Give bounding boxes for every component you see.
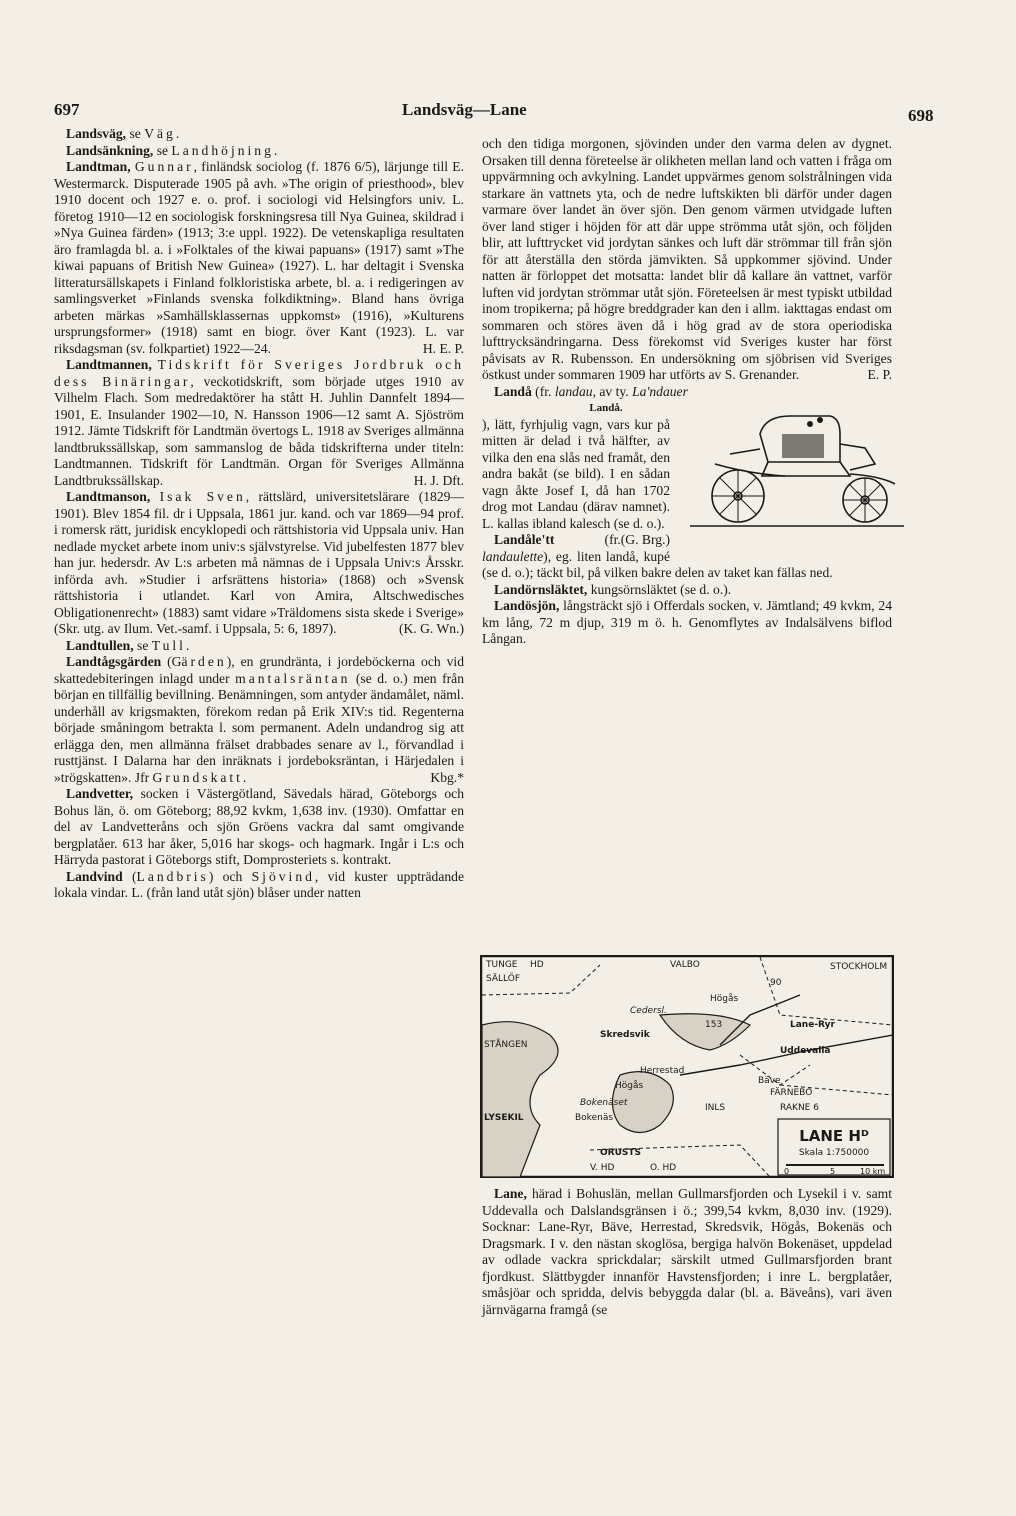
entry-landvind-continued: och den tidiga morgonen, sjövinden under den varma delen av dygnet. Orsaken till denna företeelse är olikheten mellan land och vatten i fråga om uppvärmning och avkylning. Landet uppvärmes genom solstrålningen vida starkare än vattnets yta, och de nedre luftskikten bli därför under dagen varmare över landet än över sjön. Den genom värmen utvidgade luften över land stiger i höjden för att där uppe strömma utåt sjön, och följden blir, att lufttrycket vid jordytan sänkes och luft där strömmar till från sjön för att återställa den störda jämvikten. Så uppkommer sjövind. Under natten är förloppet det motsatta: landet blir då kallare än vattnet, varför luften vid jordytan strömmar utåt sjön. Företeelsen är mest typiskt utbildad inom tropikerna; på högre breddgrader kan den i allm. iakttagas endast om sommaren och störes även då i hög grad av de stora operiodiska lufttrycksändringarna. Dess förekomst vid Sveriges kuster har först påvisats av R. Rubensson. En undersökning om sjöbrisen vid Sveriges östkust under sommaren 1909 har utförts av S. Grenander. E. P.	[482, 136, 892, 382]
map-label: RAKNE 6	[780, 1103, 819, 1113]
map-title: LANE Hᴰ	[799, 1127, 869, 1145]
right-column: och den tidiga morgonen, sjövinden under den varma delen av dygnet. Orsaken till denna företeelse är olikheten mellan land och vatten i fråga om uppvärmning och avkylning. Landet uppvärmes genom solstrålningen vida starkare än vattnets yta, och de nedre luftskikten bli därför under dagen varmare över landet än över sjön. Den genom värmen utvidgade luften över land stiger i höjden för att där uppe strömma utåt sjön, och följden blir, att lufttrycket vid jordytan sänkes och luft där strömmar till från sjön för att återställa den störda jämvikten. Så uppkommer sjövind. Under natten är förloppet det motsatta: landet blir då kallare än vattnet, varför luften vid jordytan strömmar utåt sjön. Företeelsen är mest typiskt utbildad inom tropikerna; på högre breddgrader kan den i allm. iakttagas endast om sommaren och störes även då i hög grad av de stora operiodiska lufttrycksändringarna. Dess förekomst vid Sveriges kuster har först påvisats av R. Rubensson. En undersökning om sjöbrisen vid Sveriges östkust under sommaren 1909 har utförts av S. Grenander. E. P. Landå (fr. landau, av ty. La'ndauer Landå. ), lätt, fyrhjulig vagn, vars kur på mitten är delad i två hälfter, av vilka den ena slås ned framåt, den andra bakåt (se bild). I en sådan vagn åkte Josef I, då han 1702 drog mot Landau (därav namnet). L. kallas ibland kalesch (se d. o.). (G. Brg.) Landåle'tt (fr. landaulette), eg. liten landå, kupé (se d. o.); täckt bil, på vilken bakre delen av taket kan fällas ned. Landörnsläktet, kungsörnsläktet (se d. o.). Landösjön, långsträckt sjö i Offerdals socken, v. Jämtland; 49 kvkm, 24 km lång, 72 m djup, 319 m ö. h. Genomflytes av Indalsälvens biflod Långan.	[482, 136, 892, 648]
map-label: Herrestad	[640, 1066, 685, 1076]
map-label: ORUSTS	[600, 1148, 641, 1158]
left-column	[54, 126, 464, 902]
map-label: Skredsvik	[600, 1030, 650, 1040]
map-label: TUNGE	[486, 960, 518, 970]
map-label: Bokenäset	[580, 1098, 628, 1108]
entry-landalette: Landåle'tt (fr. landaulette), eg. liten landå, kupé (se d. o.); täckt bil, på vilken bakre delen av taket kan fällas ned.	[482, 532, 833, 580]
map-label: 90	[770, 978, 782, 988]
entry-landtagsgarden: Landtågsgärden (Gärden), en grundränta, i jordeböckerna och vid skattedebiteringen inlagd under mantalsräntan (se d. o.) men från början en tillfällig bevillning. Benämningen, som antyder ändamålet, näml. underhåll av krigsmakten, förekom redan på Erik XIV:s tid. Regenterna började småningom betrakta l. som permanent. Adeln undandrog sig att erlägga den, men allmänna frälset drabbades senare av l., förvandlad i rusttjänst. I Dalarna har den inräknats i jordeboksräntan, i Härjedalen i »trögskatten». Jfr Grundskatt. Kbg.*	[54, 654, 464, 785]
map-scale-tick: 5	[830, 1167, 836, 1176]
map-label: STOCKHOLM	[830, 962, 888, 972]
map-label: Bäve	[758, 1076, 781, 1086]
entry-landtmannen: Landtmannen, Tidskrift för Sveriges Jordbruk och dess Binäringar, veckotidskrift, som började utges 1910 av Vilhelm Flach. Som medredaktörer ha stått H. Juhlin Dannfelt 1894—1901, E. Insulander 1902—10, N. Hansson 1906—12 samt A. Sjöström 1912. Jämte Tidskrift för Landtmän övertogs L. 1918 av Sveriges allmänna landtbrukssällskap, som sammanslog de båda tidskrifterna under titeln: Landtmannen. Tidskrift för Landtmän. Organ för Sveriges Allmänna Landtbrukssällskap. H. J. Dft.	[54, 357, 464, 488]
page-number-left: 697	[54, 100, 80, 119]
map-label: VALBO	[670, 960, 700, 970]
entry-landvind: Landvind (Landbris) och Sjövind, vid kuster uppträdande lokala vindar. L. (från land utåt sjön) blåser under natten	[54, 868, 464, 900]
map-label: Högås	[710, 994, 739, 1004]
map-label: STÅNGEN	[484, 1040, 528, 1050]
entry-landtullen: Landtullen, se Tull.	[66, 637, 190, 653]
signature: Kbg.*	[430, 769, 464, 785]
lane-district-map	[480, 955, 894, 1178]
signature: H. J. Dft.	[413, 472, 464, 488]
map-label: FÄRNEBO	[770, 1088, 813, 1098]
landau-carriage-illustration	[678, 404, 892, 554]
map-label: Cedersl.	[630, 1006, 667, 1016]
map-label: Lane-Ryr	[790, 1020, 835, 1030]
map-label: LYSEKIL	[484, 1113, 524, 1123]
entry-landvetter: Landvetter, socken i Västergötland, Sävedals härad, Göteborgs och Bohus län, ö. om Göteborg; 88,92 kvkm, 1,638 inv. (1930). Omfattar en del av Landvetteråns och sjön Gröens vackra dal samt omgivande bergplatåer. 613 har åker, 5,016 har skogs- och hagmark. Ingår i L:s och Härryda pastorat i Göteborgs stift, Domprosteriets s. kontrakt.	[54, 786, 464, 867]
map-label: V. HD	[590, 1163, 615, 1173]
entry-landornslaktet: Landörnsläktet, kungsörnsläktet (se d. o.).	[494, 581, 732, 597]
map-label: Uddevalla	[780, 1046, 831, 1056]
signature: (G. Brg.)	[620, 532, 670, 547]
right-column-lower	[482, 1186, 892, 1318]
entry-lane: Lane, härad i Bohuslän, mellan Gullmarsfjorden och Lysekil i v. samt Uddevalla och Dalslandsgränsen i ö.; 399,54 kvkm, 8,030 inv. (1929). Socknar: Lane-Ryr, Bäve, Herrestad, Skredsvik, Högås, Bokenäs och Dragsmark. I v. den nästan skoglösa, bergiga halvön Bokenäset, uppdelad av odlade vackra sprickdalar; särskilt utmed Gullmarsfjorden brant fjordkust. Slättbygder innanför Havstensfjorden; i inre L. bergplatåer, småsjöar och spridda, delvis bebyggda dalar (bl. a. Bäveåns), vari även järnvägarna framgå (se	[482, 1186, 892, 1317]
signature: H. E. P.	[422, 340, 464, 356]
signature: (K. G. Wn.)	[398, 621, 464, 636]
map-drawing	[480, 955, 894, 1178]
entry-landtmanson: Landtmanson, Isak Sven, rättslärd, universitetslärare (1829—1901). Blev 1854 fil. dr i Uppsala, 1861 jur. kand. och var 1869—94 prof. i romersk rätt, juridisk encyklopedi och rättshistoria vid Uppsala univ. Han nedlade mycket arbete inom univ:s självstyrelse. Vid jubelfesten 1877 blev han jur. hedersdr. Av L:s arbeten må nämnas de i Uppsala Univ:s Årsskr. införda avh. »Studier i arfsrättens historia» (1868) och »Svensk rättshistoria i utlandet. Karl von Amira, Altschwedisches Obligationenrecht» (1883) samt vidare »Träldomens sista skede i Sverige» (Skr. utg. av Ilum. Vet.-samf. i Uppsala, 5: 6, 1897). (K. G. Wn.)	[54, 489, 465, 636]
entry-landsvag: Landsväg, se Väg.	[66, 126, 180, 141]
map-label: O. HD	[650, 1163, 677, 1173]
map-label: HD	[530, 960, 544, 970]
map-label: SÄLLÖF	[486, 974, 521, 984]
figure-caption: Landå.	[589, 402, 623, 414]
page-number-right: 698	[908, 106, 934, 125]
map-scale-tick: 10 km	[860, 1167, 886, 1176]
entry-landtman: Landtman, Gunnar, finländsk sociolog (f. 1876 6/5), lärjunge till E. Westermarck. Disputerade 1905 på avh. »The origin of priesthood», blev 1910 docent och 1927 e. o. prof. i sociologi vid Helsingfors univ. L. företog 1910—12 en sociologisk forskningsresa till Nya Guinea, skildrad i »Nya Guinea färden» (1913; 3:e uppl. 1922). De vetenskapliga resultaten äro framlagda bl. a. i »Folktales of the kiwai papuans» (1917) samt »The kiwai papuans of British New Guinea» (1927). L. har deltagit i Svenska litteratursällskapets i Finland folkloristiska arbete, bl. a. i redigeringen av samlingsverket »Finlands svenska folkdiktning». Bland hans övriga arbeten märkas »Samhällsklassernas uppkomst» (1916), »Kulturens ursprungsformer» (1918) samt en biogr. över Kant (1923). L. var riksdagsman (sv. folkpartiet) 1922—24. H. E. P.	[54, 159, 464, 356]
entry-landsankning: Landsänkning, se Landhöjning.	[66, 142, 278, 158]
entry-landosjon: Landösjön, långsträckt sjö i Offerdals socken, v. Jämtland; 49 kvkm, 24 km lång, 72 m djup, 319 m ö. h. Genomflytes av Indalsälvens biflod Långan.	[482, 598, 892, 646]
entry-landa: Landå (fr. landau, av ty. La'ndauer	[482, 384, 892, 401]
map-label: Högås	[615, 1081, 644, 1091]
map-label: Bokenäs	[575, 1113, 614, 1123]
signature: E. P.	[867, 367, 892, 382]
map-label: INLS	[705, 1103, 726, 1113]
map-scale-tick: 0	[784, 1167, 790, 1176]
running-head: Landsväg—Lane	[402, 100, 527, 119]
carriage-drawing	[690, 404, 904, 534]
map-label: 153	[705, 1020, 723, 1030]
map-scale-label: Skala 1:750000	[798, 1148, 870, 1158]
